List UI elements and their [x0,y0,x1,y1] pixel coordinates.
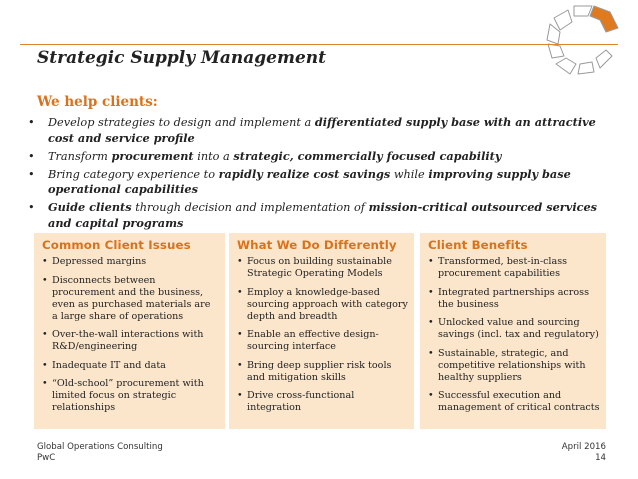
intro-bullet-text: while [390,167,429,181]
footer-date: April 2016 [561,442,606,452]
column-heading: What We Do Differently [237,238,397,252]
intro-bullet-text: through decision and implementation of [131,201,369,214]
cycle-segment [578,62,594,74]
column-item: • Employ a knowledge-based sourcing approach with category depth and breadth [237,287,408,323]
cycle-segment [556,58,576,74]
intro-bullet-text: strategic, commercially focused capability [233,148,502,163]
column-item: • Over-the-wall interactions with R&D/engineering [42,329,219,353]
intro-bullet [26,149,606,165]
column-list [237,256,408,414]
column-item: • Inadequate IT and data [42,360,219,372]
intro-bullet [26,115,606,146]
column-item: • Transformed, best-in-class procurement capabilities [428,256,600,280]
cycle-segment [548,44,564,58]
column-item: • Drive cross-functional integration [237,390,408,414]
column-item: • Integrated partnerships across the business [428,287,600,311]
page-number: 14 [595,453,606,463]
title-rule [20,44,618,45]
column-what-we-do-differently [229,233,414,429]
footer-company: PwC [37,453,56,463]
column-client-benefits [420,233,606,429]
page-title: Strategic Supply Management [37,48,326,68]
intro-bullet [26,167,606,198]
column-item: • Successful execution and management of critical contracts [428,390,600,414]
cycle-segment [554,10,572,30]
column-item: • Disconnects between procurement and the business, even as purchased materials are a large share of operations [42,275,219,323]
intro-bullet-text: Bring category experience to [48,167,219,181]
column-item: • Sustainable, strategic, and competitive relationships with healthy suppliers [428,348,600,384]
intro-bullet-text: Transform [48,149,112,163]
footer-right [562,442,606,464]
intro-bullet-text: improving supply base operational capabilities [48,166,571,196]
cycle-segment [596,50,612,68]
intro-bullet-text: into a [193,149,234,163]
intro-bullet-text: mission-critical outsourced services and capital programs [48,200,598,230]
footer-left [37,442,163,464]
column-item: • Enable an effective design-sourcing interface [237,329,408,353]
column-heading: Client Benefits [428,238,528,252]
intro-bullet-text: Guide clients [48,200,132,214]
column-list [42,256,219,414]
intro-bullet [26,200,606,231]
column-item: • Bring deep supplier risk tools and mitigation skills [237,360,408,384]
intro-bullet-text: procurement [111,148,194,163]
cycle-segment [574,6,592,16]
column-list [428,256,600,414]
column-item: • Depressed margins [42,256,219,268]
footer-org: Global Operations Consulting [37,442,163,452]
intro-heading: We help clients: [37,94,158,110]
column-common-client-issues [34,233,225,429]
cycle-arrows-logo [544,2,620,78]
column-item: • Unlocked value and sourcing savings (incl. tax and regulatory) [428,317,600,341]
column-item: • “Old-school” procurement with limited focus on strategic relationships [42,378,219,414]
column-heading: Common Client Issues [42,238,191,252]
intro-bullet-text: rapidly realize cost savings [218,166,391,181]
cycle-segment-highlight [590,6,618,32]
column-item: • Focus on building sustainable Strategic Operating Models [237,256,408,280]
intro-bullet-list [26,115,606,234]
intro-bullet-text: Develop strategies to design and implement a [48,116,315,129]
intro-bullet-text: differentiated supply base with an attractive cost and service profile [48,115,596,145]
